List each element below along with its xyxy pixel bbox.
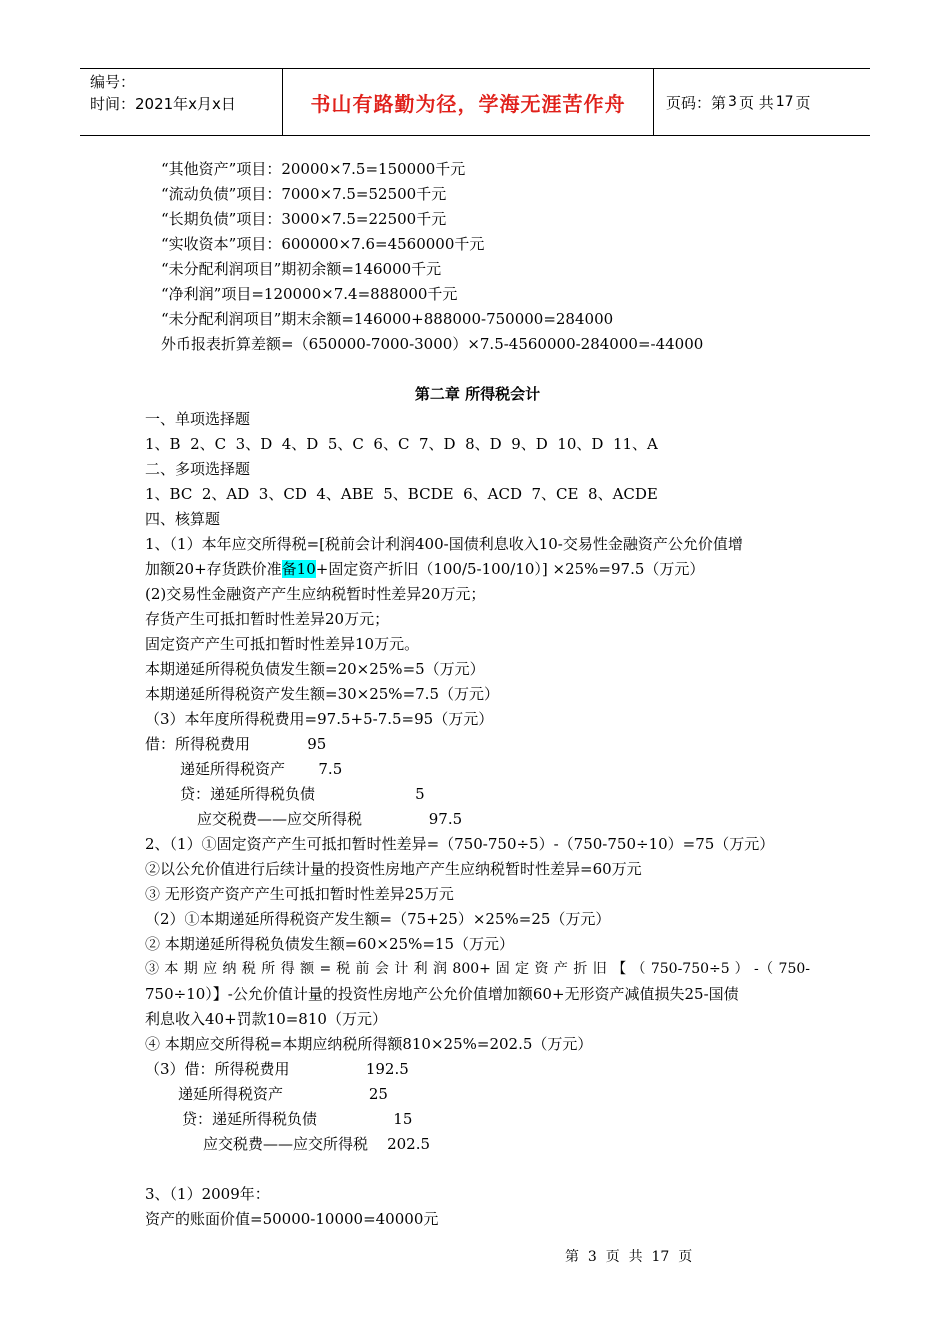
text-line: 存货产生可抵扣暂时性差异20万元； [145, 610, 390, 628]
text-line: （3）本年度所得税费用=97.5+5-7.5=95（万元） [145, 710, 494, 728]
text-line: “净利润”项目=120000×7.4=888000千元 [161, 285, 458, 303]
journal-entry: （3）借：所得税费用 192.5 [145, 1060, 409, 1078]
page-label-suffix: 页 [795, 93, 811, 112]
page-header [80, 68, 870, 136]
text-line: “实收资本”项目：600000×7.6=4560000千元 [161, 235, 485, 253]
section-heading: 二、多项选择题 [145, 460, 251, 478]
text-line: “长期负债”项目：3000×7.5=22500千元 [161, 210, 447, 228]
text-line: (2)交易性金融资产产生应纳税暂时性差异20万元； [145, 585, 486, 603]
text-line: ② 本期递延所得税负债发生额=60×25%=15（万元） [145, 935, 514, 953]
text-line: 资产的账面价值=50000-10000=40000元 [145, 1210, 439, 1228]
text-line: 2、（1）①固定资产产生可抵扣暂时性差异=（750-750÷5）-（750-750÷10）=75（万元） [145, 835, 775, 853]
text-line: 本期递延所得税负债发生额=20×25%=5（万元） [145, 660, 485, 678]
text-line: ③ 无形资产资产产生可抵扣暂时性差异25万元 [145, 885, 454, 903]
text-line: “未分配利润项目”期初余额=146000千元 [161, 260, 442, 278]
text-line: 利息收入40+罚款10=810（万元） [145, 1010, 387, 1028]
answer-line: 1、B 2、C 3、D 4、D 5、C 6、C 7、D 8、D 9、D 10、D 11、A [145, 435, 658, 453]
text-line: 750÷10）】-公允价值计量的投资性房地产公允价值增加额60+无形资产减值损失25-国债 [145, 985, 739, 1003]
text-line: 外币报表折算差额=（650000-7000-3000）×7.5-4560000-284000=-44000 [161, 335, 704, 353]
answer-line: 1、BC 2、AD 3、CD 4、ABE 5、BCDE 6、ACD 7、CE 8、ACDE [145, 485, 658, 503]
chapter-title: 第二章 所得税会计 [414, 385, 541, 403]
text-line: （2）①本期递延所得税资产发生额=（75+25）×25%=25（万元） [145, 910, 611, 928]
code-label: 编号： [90, 73, 136, 91]
text-line: 3、（1）2009年： [145, 1185, 270, 1203]
journal-entry: 贷：递延所得税负债 5 [180, 785, 425, 803]
page-label-mid: 页 共 [738, 93, 774, 112]
section-heading: 四、核算题 [145, 510, 221, 528]
section-heading: 一、单项选择题 [145, 410, 251, 428]
text-line: ②以公允价值进行后续计量的投资性房地产产生应纳税暂时性差异=60万元 [145, 860, 642, 878]
highlighted-text: 备10 [281, 560, 316, 578]
text-line: 固定资产产生可抵扣暂时性差异10万元。 [145, 635, 420, 653]
text-line: “流动负债”项目：7000×7.5=52500千元 [161, 185, 447, 203]
journal-entry: 应交税费——应交所得税 202.5 [203, 1135, 431, 1153]
header-page-number [654, 69, 870, 135]
page-footer: 第 3 页 共 17 页 [565, 1249, 693, 1265]
journal-entry: 递延所得税资产 7.5 [180, 760, 343, 778]
text-line: “其他资产”项目：20000×7.5=150000千元 [161, 160, 466, 178]
header-motto-cell [282, 69, 654, 135]
text-line: 1、（1）本年应交所得税=[税前会计利润400-国债利息收入10-交易性金融资产公允价值增 [145, 535, 743, 553]
text-line [145, 558, 704, 580]
text-line: “未分配利润项目”期末余额=146000+888000-750000=284000 [161, 310, 614, 328]
page-total: 17 [775, 94, 794, 110]
journal-entry: 递延所得税资产 25 [178, 1085, 388, 1103]
page-label-prefix: 页码：第 [666, 93, 727, 112]
journal-entry: 应交税费——应交所得税 97.5 [197, 810, 463, 828]
text-line: 本期递延所得税资产发生额=30×25%=7.5（万元） [145, 685, 499, 703]
text-fragment: +固定资产折旧（100/5-100/10）] ×25%=97.5（万元） [315, 560, 705, 578]
text-line: ④ 本期应交所得税=本期应纳税所得额810×25%=202.5（万元） [145, 1035, 593, 1053]
text-fragment: 加额20+存货跌价准 [145, 560, 282, 578]
page-current: 3 [728, 94, 737, 110]
journal-entry: 贷：递延所得税负债 15 [182, 1110, 413, 1128]
date-label: 时间：2021年x月x日 [90, 95, 236, 113]
text-line: ③ 本 期 应 纳 税 所 得 额 = 税 前 会 计 利 润 800+ 固 定 资 产 折 旧 【 （ 750-750÷5 ） -（ 750- [145, 961, 810, 977]
motto: 书山有路勤为径，学海无涯苦作舟 [310, 91, 626, 116]
journal-entry: 借：所得税费用 95 [145, 735, 327, 753]
header-meta [80, 69, 282, 135]
